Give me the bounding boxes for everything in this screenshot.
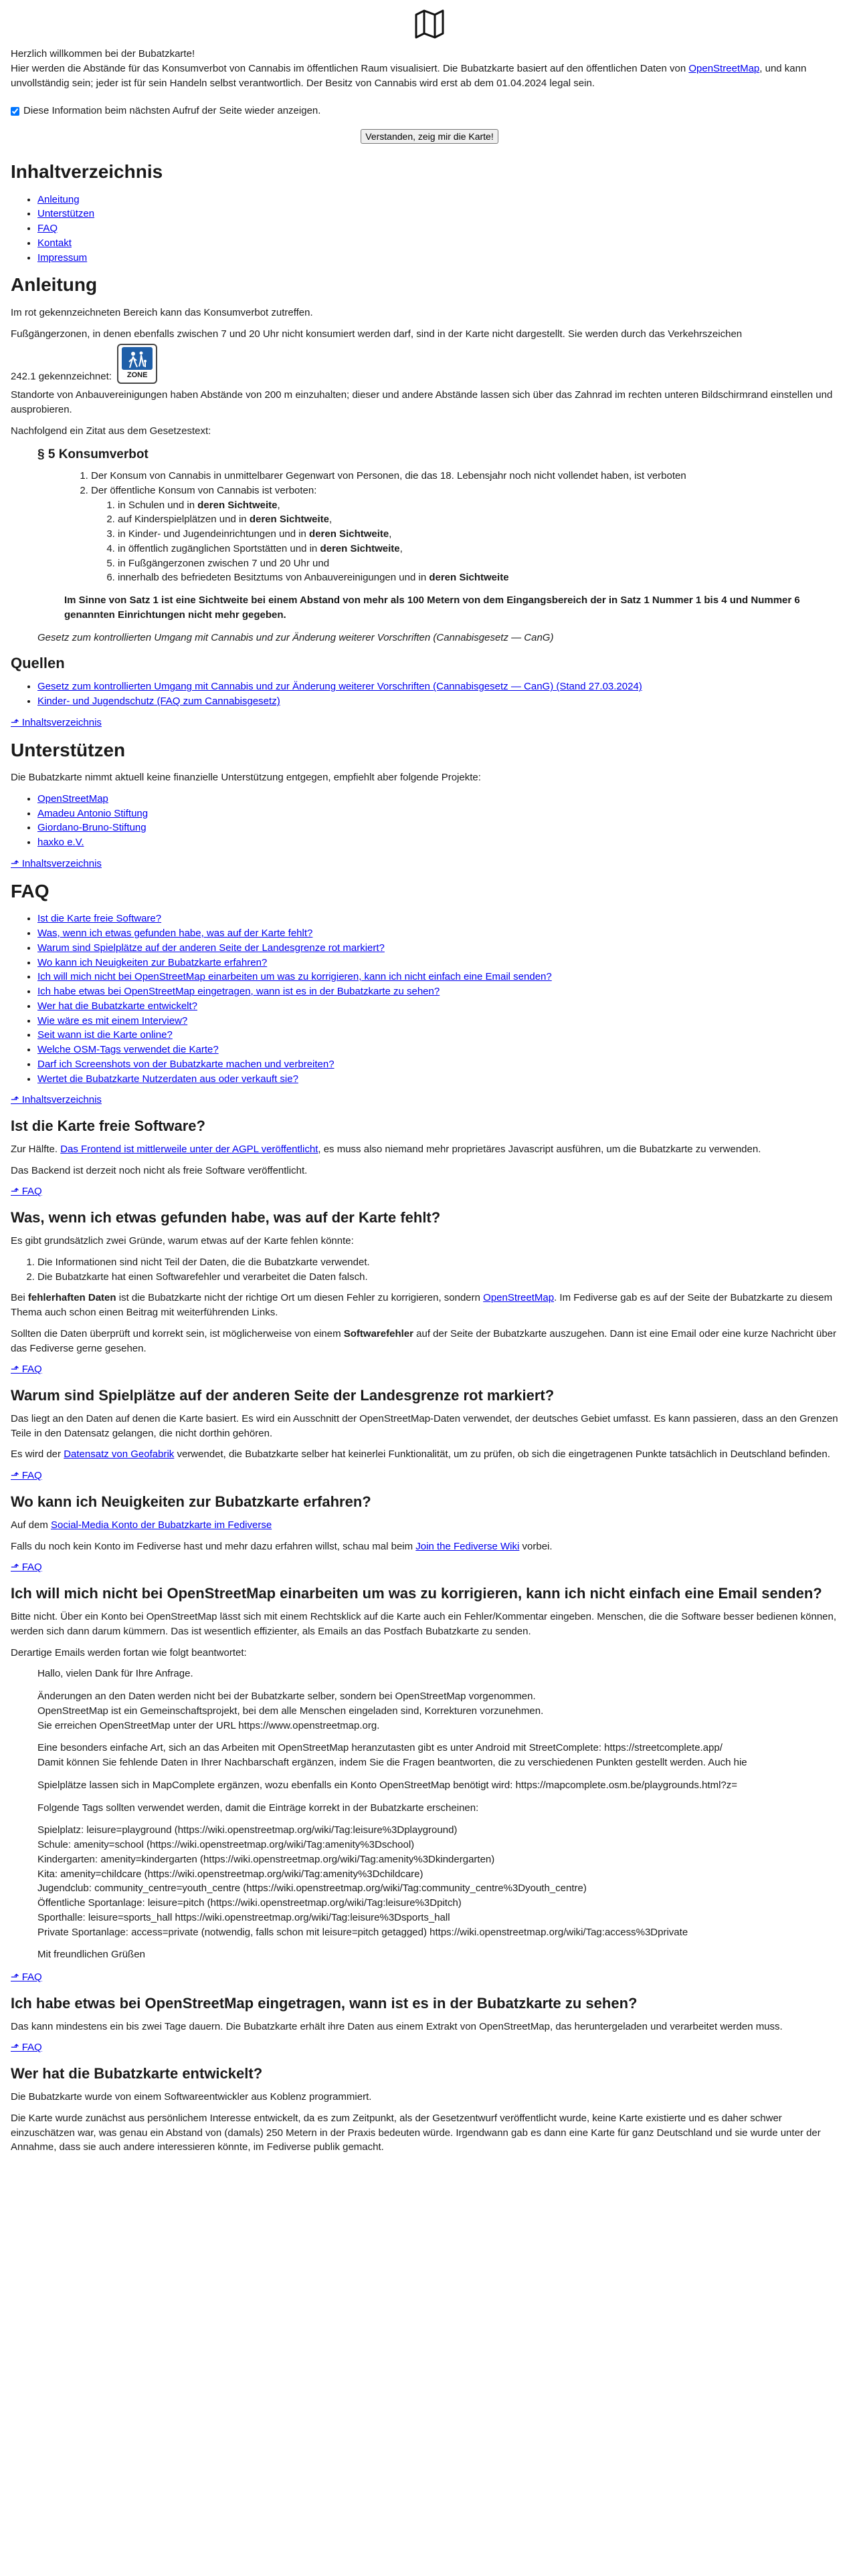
support-item bbox=[37, 835, 848, 850]
faq-link[interactable]: Warum sind Spielplätze auf der anderen Seite der Landesgrenze rot markiert? bbox=[37, 942, 385, 954]
welcome-text: Hier werden die Abstände für das Konsumverbot von Cannabis im öffentlichen Raum visualisiert. Die Bubatzkarte basiert auf den öffentlichen Daten von OpenStreetMap, und kann unvollständig sein; jeder ist für sein Handeln selbst verantwortlich. Der Besitz von Cannabis wird erst ab dem 01.04.2024 legal sein. bbox=[11, 62, 807, 89]
source-link-jugendschutz[interactable]: Kinder- und Jugendschutz (FAQ zum Cannabisgesetz) bbox=[37, 695, 280, 708]
faq-link[interactable]: Ist die Karte freie Software? bbox=[37, 913, 162, 925]
source-link-cang[interactable]: Gesetz zum kontrollierten Umgang mit Cannabis und zur Änderung weiterer Vorschriften (Cannabisgesetz — CanG) (Stand 27.03.2024) bbox=[37, 681, 642, 693]
sources-list bbox=[11, 679, 848, 709]
faq-q1-answer-2: Das Backend ist derzeit noch nicht als freie Software veröffentlicht. bbox=[11, 1164, 308, 1176]
faq-q5-title: Ich will mich nicht bei OpenStreetMap einarbeiten um was zu korrigieren, kann ich nicht einfach eine Email senden? bbox=[11, 1585, 822, 1602]
faq-q5-answer: Bitte nicht. Über ein Konto bei OpenStreetMap lässt sich mit einem Rechtsklick auf die Karte auch ein Fehler/Kommentar eingeben. Menschen, die die Software besser bedienen können, werden sich dann darum kümmern. Das ist wesentlich effizienter, als Emails an das Postfach Bubatzkarte zu senden. bbox=[11, 1611, 837, 1637]
source-item bbox=[37, 679, 848, 694]
support-item bbox=[37, 807, 848, 821]
sources-title: Quellen bbox=[11, 655, 65, 672]
show-again-checkbox[interactable] bbox=[11, 107, 19, 116]
faq-q5-answer-2: Derartige Emails werden fortan wie folgt beantwortet: bbox=[11, 1646, 247, 1658]
law-title: § 5 Konsumverbot bbox=[37, 447, 149, 461]
faq-q4-answer-2: Falls du noch kein Konto im Fediverse hast und mehr dazu erfahren willst, schau mal beim Join the Fediverse Wiki vorbei. bbox=[11, 1540, 553, 1552]
support-list bbox=[11, 792, 848, 850]
faq-q1-title: Ist die Karte freie Software? bbox=[11, 1117, 205, 1135]
back-to-faq-link[interactable]: ⬏ FAQ bbox=[11, 2042, 42, 2054]
reason-item: 1. Die Informationen sind nicht Teil der Daten, die die Bubatzkarte verwendet. bbox=[37, 1255, 848, 1270]
pedestrian-zone-sign-icon bbox=[117, 344, 157, 384]
back-to-faq-link[interactable]: ⬏ FAQ bbox=[11, 1562, 42, 1574]
support-link-giordano[interactable]: Giordano-Bruno-Stiftung bbox=[37, 822, 147, 834]
faq-q7-answer: Die Bubatzkarte wurde von einem Softwareentwickler aus Koblenz programmiert. bbox=[11, 2091, 372, 2103]
faq-item bbox=[37, 1043, 848, 1057]
anleitung-quote-intro: Nachfolgend ein Zitat aus dem Gesetzestext: bbox=[11, 425, 211, 437]
law-subitem: 2. auf Kinderspielplätzen und in deren Sichtweite, bbox=[118, 512, 848, 527]
faq-link[interactable]: Darf ich Screenshots von der Bubatzkarte machen und verbreiten? bbox=[37, 1058, 335, 1070]
email-template bbox=[37, 1667, 848, 1962]
mail-paragraph: Spielplatz: leisure=playground (https://wiki.openstreetmap.org/wiki/Tag:leisure%3Dplayground) Schule: amenity=school (https://wiki.openstreetmap.org/wiki/Tag:amenity%3Dschool) Kindergarten: amenity=kindergarten (https://wiki.openstreetmap.org/wiki/Tag:amenity%3Dkindergarten) Kita: amenity=childcare (https://wiki.openstreetmap.org/wiki/Tag:amenity%3Dchildcare) Jugendclub: community_centre=youth_centre (https://wiki.openstreetmap.org/wiki/Tag:community_centre%3Dyouth_centre) Öffentliche Sportanlage: leisure=pitch (https://wiki.openstreetmap.org/wiki/Tag:leisure%3Dpitch) Sporthalle: leisure=sports_hall https://wiki.openstreetmap.org/wiki/Tag:leisure%3Dsports_hall Private Sportanlage: access=private (notwendig, falls schon mit leisure=pitch getagged) https://wiki.openstreetmap.org/wiki/Tag:access%3Dprivate bbox=[37, 1824, 688, 1938]
reason-item: 2. Die Bubatzkarte hat einen Softwarefehler und verarbeitet die Daten falsch. bbox=[37, 1270, 848, 1285]
mail-paragraph: Änderungen an den Daten werden nicht bei der Bubatzkarte selber, sondern bei OpenStreetMap vorgenommen. OpenStreetMap ist ein Gemeinschaftsprojekt, bei dem alle Menschen eingeladen sind, Korrekturen vorzunehmen. Sie erreichen OpenStreetMap unter der URL https://www.openstreetmap.org. bbox=[37, 1691, 544, 1731]
law-subitem: 1. in Schulen und in deren Sichtweite, bbox=[118, 498, 848, 513]
faq-q6-title: Ich habe etwas bei OpenStreetMap eingetragen, wann ist es in der Bubatzkarte zu sehen? bbox=[11, 1994, 638, 2012]
toc-item bbox=[37, 236, 848, 251]
show-again-label: Diese Information beim nächsten Aufruf der Seite wieder anzeigen. bbox=[23, 105, 321, 117]
toc-title: Inhaltverzeichnis bbox=[11, 161, 163, 182]
osm-link[interactable]: OpenStreetMap bbox=[688, 62, 760, 74]
faq-item bbox=[37, 984, 848, 999]
faq-q7-title: Wer hat die Bubatzkarte entwickelt? bbox=[11, 2065, 263, 2082]
faq-item bbox=[37, 1028, 848, 1043]
support-text: Die Bubatzkarte nimmt aktuell keine finanzielle Unterstützung entgegen, empfiehlt aber folgende Projekte: bbox=[11, 772, 481, 784]
toc-link-impressum[interactable]: Impressum bbox=[37, 251, 88, 263]
toc-link-kontakt[interactable]: Kontakt bbox=[37, 237, 72, 249]
faq-list bbox=[11, 911, 848, 1086]
faq-q2-software-errors: Sollten die Daten überprüft und korrekt sein, ist möglicherweise von einem Softwarefehler auf der Seite der Bubatzkarte auszugehen. Dann ist eine Email oder eine kurze Nachricht über das Fediverse gerne gesehen. bbox=[11, 1327, 836, 1354]
back-to-faq-link[interactable]: ⬏ FAQ bbox=[11, 1971, 42, 1983]
fediverse-wiki-link[interactable]: Join the Fediverse Wiki bbox=[415, 1540, 520, 1552]
law-quote bbox=[37, 445, 848, 623]
show-again-row bbox=[11, 104, 848, 118]
support-title: Unterstützen bbox=[11, 739, 126, 760]
welcome-title: Herzlich willkommen bei der Bubatzkarte! bbox=[11, 48, 195, 60]
law-visibility-rule: Im Sinne von Satz 1 ist eine Sichtweite bei einem Abstand von mehr als 100 Metern von dem Eingangsbereich der in Satz 1 Nummer 1 bis 4 und Nummer 6 genannten Einrichtungen nicht mehr gegeben. bbox=[64, 595, 800, 621]
faq-q2-intro: Es gibt grundsätzlich zwei Gründe, warum etwas auf der Karte fehlen könnte: bbox=[11, 1235, 354, 1247]
support-link-haxko[interactable]: haxko e.V. bbox=[37, 837, 84, 849]
toc-item bbox=[37, 207, 848, 221]
faq-q7-answer-2: Die Karte wurde zunächst aus persönlichem Interesse entwickelt, da es zum Zeitpunkt, als der Gesetzentwurf veröffentlicht wurde, keine Karte existierte und es daher schwer einzuschätzen war, was genau ein Abstand von (damals) 250 Metern in der Praxis bedeuten würde. Irgendwann gab es dann eine Karte für ganz Deutschland und sie wurde unter der Annahme, dass sie auch andere interessieren könnte, im Fediverse publik gemacht. bbox=[11, 2112, 821, 2153]
back-to-faq-link[interactable]: ⬏ FAQ bbox=[11, 1364, 42, 1376]
mail-paragraph: Eine besonders einfache Art, sich an das Arbeiten mit OpenStreetMap heranzutasten gibt es unter Android mit StreetComplete: https://streetcomplete.app/ Damit können Sie fehlende Daten in Ihrer Nachbarschaft ergänzen, indem Sie die Fragen beantworten, die zu verschiedenen Punkten gestellt werden. Auch hie bbox=[37, 1742, 747, 1769]
law-subitem: 5. in Fußgängerzonen zwischen 7 und 20 Uhr und bbox=[118, 556, 848, 571]
show-map-button[interactable]: Verstanden, zeig mir die Karte! bbox=[361, 129, 498, 144]
toc-link-anleitung[interactable]: Anleitung bbox=[37, 193, 80, 205]
faq-item bbox=[37, 970, 848, 984]
faq-item bbox=[37, 1014, 848, 1029]
faq-q6-answer: Das kann mindestens ein bis zwei Tage dauern. Die Bubatzkarte erhält ihre Daten aus einem Extrakt von OpenStreetMap, das heruntergeladen und verarbeitet werden muss. bbox=[11, 2020, 783, 2032]
faq-q4-title: Wo kann ich Neuigkeiten zur Bubatzkarte erfahren? bbox=[11, 1493, 371, 1510]
anleitung-title: Anleitung bbox=[11, 274, 98, 296]
faq-q2-title: Was, wenn ich etwas gefunden habe, was auf der Karte fehlt? bbox=[11, 1209, 441, 1226]
frontend-agpl-link[interactable]: Das Frontend ist mittlerweile unter der AGPL veröffentlicht bbox=[60, 1143, 318, 1155]
support-link-osm[interactable]: OpenStreetMap bbox=[37, 792, 108, 804]
support-link-amadeu[interactable]: Amadeu Antonio Stiftung bbox=[37, 807, 149, 819]
faq-item bbox=[37, 1057, 848, 1072]
back-to-toc-link[interactable]: ⬏ Inhaltsverzeichnis bbox=[11, 857, 102, 869]
toc-item bbox=[37, 251, 848, 265]
faq-item bbox=[37, 926, 848, 941]
law-subitem: 6. innerhalb des befriedeten Besitztums von Anbauvereinigungen und in deren Sichtweite bbox=[118, 570, 848, 585]
source-item bbox=[37, 694, 848, 709]
mail-paragraph: Mit freundlichen Grüßen bbox=[37, 1949, 145, 1961]
law-subitem: 4. in öffentlich zugänglichen Sportstätten und in deren Sichtweite, bbox=[118, 542, 848, 556]
faq-link[interactable]: Welche OSM-Tags verwendet die Karte? bbox=[37, 1044, 219, 1056]
law-citation: Gesetz zum kontrollierten Umgang mit Cannabis und zur Änderung weiterer Vorschriften (Cannabisgesetz — CanG) bbox=[37, 631, 554, 643]
back-to-toc-link[interactable]: ⬏ Inhaltsverzeichnis bbox=[11, 716, 102, 728]
faq-item bbox=[37, 911, 848, 926]
geofabrik-link[interactable]: Datensatz von Geofabrik bbox=[64, 1448, 175, 1461]
faq-link[interactable]: Wertet die Bubatzkarte Nutzerdaten aus oder verkauft sie? bbox=[37, 1073, 298, 1085]
toc-link-faq[interactable]: FAQ bbox=[37, 223, 58, 235]
anleitung-text: Im rot gekennzeichneten Bereich kann das Konsumverbot zutreffen. bbox=[11, 306, 313, 318]
faq-link[interactable]: Was, wenn ich etwas gefunden habe, was auf der Karte fehlt? bbox=[37, 928, 313, 940]
anleitung-distances: Standorte von Anbauvereinigungen haben Abstände von 200 m einzuhalten; dieser und andere Abstände lassen sich über das Zahnrad im rechten unteren Bildschirmrand einstellen und ausprobieren. bbox=[11, 389, 833, 416]
back-to-faq-link[interactable]: ⬏ FAQ bbox=[11, 1470, 42, 1482]
mail-paragraph: Folgende Tags sollten verwendet werden, damit die Einträge korrekt in der Bubatzkarte erscheinen: bbox=[37, 1802, 479, 1814]
law-item: 1. Der Konsum von Cannabis in unmittelbarer Gegenwart von Personen, die das 18. Lebensjahr noch nicht vollendet haben, ist verboten bbox=[91, 469, 848, 484]
faq-item bbox=[37, 956, 848, 970]
mail-paragraph: Spielplätze lassen sich in MapComplete ergänzen, wozu ebenfalls ein Konto OpenStreetMap benötigt wird: https://mapcomplete.osm.be/playgrounds.html?z= bbox=[37, 1779, 738, 1791]
faq-item bbox=[37, 941, 848, 956]
faq-item bbox=[37, 999, 848, 1014]
faq-q2-reasons bbox=[11, 1255, 848, 1285]
faq-link[interactable]: Seit wann ist die Karte online? bbox=[37, 1029, 173, 1041]
fediverse-account-link[interactable]: Social-Media Konto der Bubatzkarte im Fediverse bbox=[51, 1519, 272, 1531]
faq-q2-data-errors: Bei fehlerhaften Daten ist die Bubatzkarte nicht der richtige Ort um diesen Fehler zu korrigieren, sondern OpenStreetMap. Im Fediverse gab es auf der Seite der Bubatzkarte zu diesem Thema auch schon einen Beitrag mit weiterführenden Links. bbox=[11, 1292, 833, 1319]
faq-link[interactable]: Wo kann ich Neuigkeiten zur Bubatzkarte erfahren? bbox=[37, 956, 268, 968]
welcome-notice bbox=[11, 47, 848, 90]
osm-link[interactable]: OpenStreetMap bbox=[483, 1292, 555, 1304]
toc-item bbox=[37, 221, 848, 236]
map-icon bbox=[412, 7, 447, 41]
law-item: 2. Der öffentliche Konsum von Cannabis ist verboten: 1. in Schulen und in deren Sichtweite, 2. auf Kinderspielplätzen und in deren Sichtweite, 3. in Kinder- und Jugendeinrichtungen und in deren Sichtweite, 4. in öffentlich zugänglichen Sportstätten und in deren Sichtweite, 5. in Fußgängerzonen zwischen 7 und 20 Uhr und 6. innerhalb des befriedeten Besitztums von Anbauvereinigungen und in deren Sichtweite bbox=[91, 484, 848, 585]
faq-q3-answer-2: Es wird der Datensatz von Geofabrik verwendet, die Bubatzkarte selber hat keinerlei Funktionalität, um zu prüfen, ob sich die eingetragenen Punkte tatsächlich in Deutschland befinden. bbox=[11, 1448, 830, 1461]
toc-link-unterstuetzen[interactable]: Unterstützen bbox=[37, 208, 95, 220]
faq-link[interactable]: Wer hat die Bubatzkarte entwickelt? bbox=[37, 1000, 198, 1012]
toc-item bbox=[37, 193, 848, 207]
support-item bbox=[37, 821, 848, 835]
law-list bbox=[64, 469, 848, 585]
toc-list bbox=[11, 193, 848, 265]
faq-link[interactable]: Ich will mich nicht bei OpenStreetMap einarbeiten um was zu korrigieren, kann ich nicht einfach eine Email senden? bbox=[37, 971, 552, 983]
faq-q3-title: Warum sind Spielplätze auf der anderen Seite der Landesgrenze rot markiert? bbox=[11, 1387, 555, 1404]
sign-caption: 242.1 gekennzeichnet: bbox=[11, 370, 112, 383]
faq-link[interactable]: Wie wäre es mit einem Interview? bbox=[37, 1014, 188, 1027]
back-to-toc-link[interactable]: ⬏ Inhaltsverzeichnis bbox=[11, 1094, 102, 1106]
faq-item bbox=[37, 1072, 848, 1087]
faq-title: FAQ bbox=[11, 880, 50, 901]
pedestrian-zone-text: Fußgängerzonen, in denen ebenfalls zwischen 7 und 20 Uhr nicht konsumiert werden darf, sind in der Karte nicht dargestellt. Sie werden durch das Verkehrszeichen 242.1 gekennzeichnet: ZONE bbox=[11, 327, 848, 385]
zone-label: ZONE bbox=[126, 370, 148, 379]
faq-link[interactable]: Ich habe etwas bei OpenStreetMap eingetragen, wann ist es in der Bubatzkarte zu sehen? bbox=[37, 986, 440, 998]
law-subitem: 3. in Kinder- und Jugendeinrichtungen und in deren Sichtweite, bbox=[118, 527, 848, 542]
faq-q3-answer: Das liegt an den Daten auf denen die Karte basiert. Es wird ein Ausschnitt der OpenStreetMap-Daten verwendet, der deutsches Gebiet umfasst. Es kann passieren, dass an den Grenzen Teile in den Datensatz gelangen, die nicht dorthin gehören. bbox=[11, 1412, 838, 1439]
support-item bbox=[37, 792, 848, 807]
mail-paragraph: Hallo, vielen Dank für Ihre Anfrage. bbox=[37, 1668, 193, 1680]
back-to-faq-link[interactable]: ⬏ FAQ bbox=[11, 1186, 42, 1198]
law-sublist bbox=[91, 498, 848, 586]
faq-q4-answer: Auf dem Social-Media Konto der Bubatzkarte im Fediverse bbox=[11, 1519, 272, 1531]
faq-q1-answer: Zur Hälfte. Das Frontend ist mittlerweile unter der AGPL veröffentlicht, es muss also niemand mehr proprietäres Javascript ausführen, um die Bubatzkarte zu verwenden. bbox=[11, 1143, 761, 1155]
